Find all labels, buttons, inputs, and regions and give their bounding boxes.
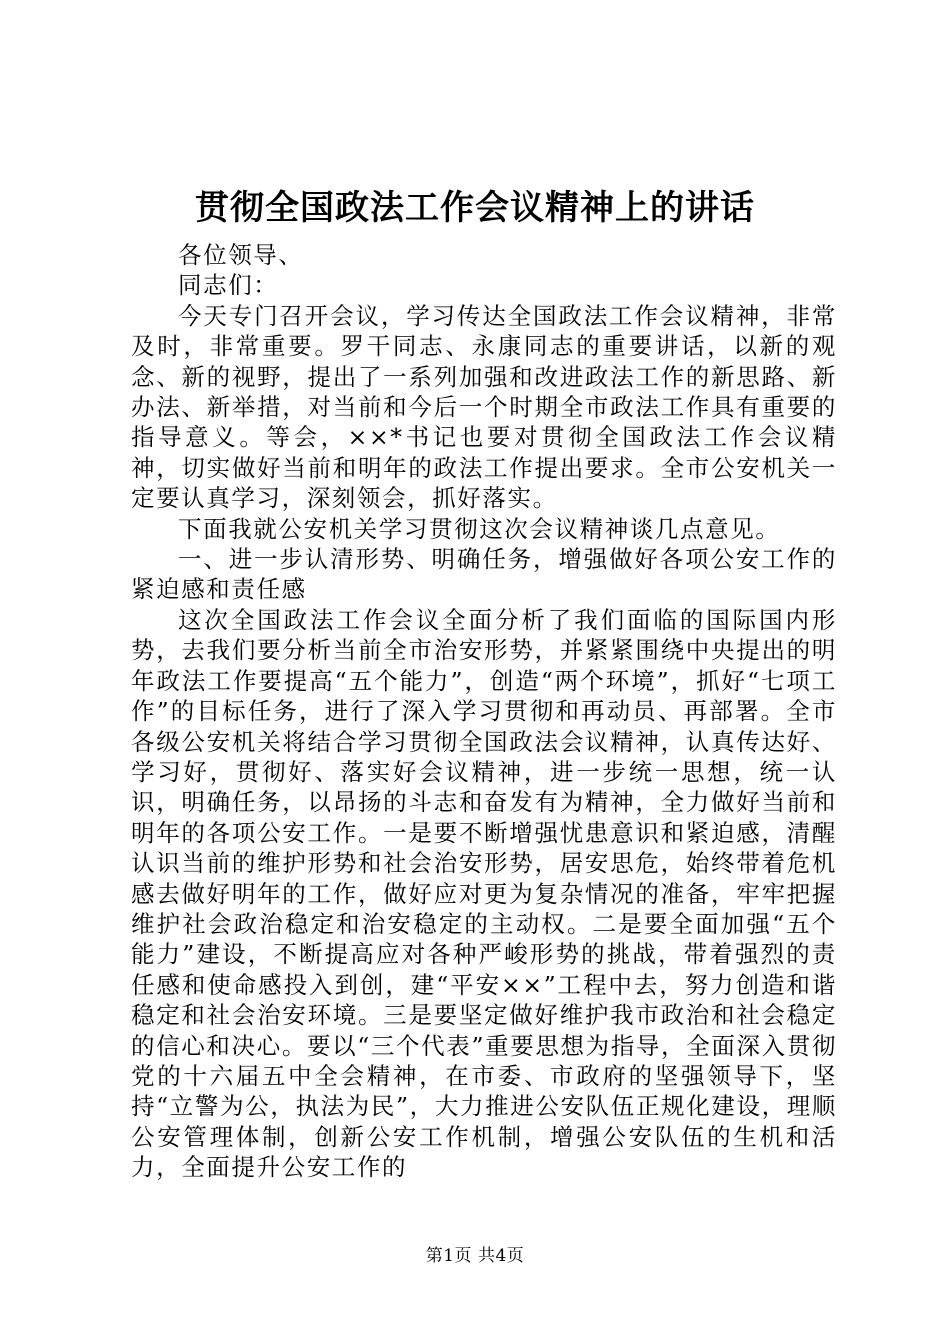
salutation-comrades: 同志们： — [178, 271, 279, 300]
document-body — [131, 240, 837, 1183]
page-number-footer: 第1页 共4页 — [425, 1246, 525, 1266]
document-title: 贯彻全国政法工作会议精神上的讲话 — [195, 188, 755, 228]
paragraph-opening: 今天专门召开会议，学习传达全国政法工作会议精神，非常及时，非常重要。罗干同志、永康同志的重要讲话，以新的观念、新的视野，提出了一系列加强和改进政法工作的新思路、新办法、新举措，对当前和今后一个时期全市政法工作具有重要的指导意义。等会，××*书记也要对贯彻全国政法工作会议精神，切实做好当前和明年的政法工作提出要求。全市公安机关一定要认真学习，深刻领会，抓好落实。 — [131, 301, 837, 513]
salutation-leaders: 各位领导、 — [178, 241, 304, 269]
section-heading-1: 一、进一步认清形势、明确任务，增强做好各项公安工作的紧迫感和责任感 — [131, 545, 837, 604]
paragraph-intro: 下面我就公安机关学习贯彻这次会议精神谈几点意见。 — [178, 514, 781, 543]
paragraph-section-1: 这次全国政法工作会议全面分析了我们面临的国际国内形势，去我们要分析当前全市治安形势，并紧紧围绕中央提出的明年政法工作要提高“五个能力”，创造“两个环境”，抓好“七项工作”的目标任务，进行了深入学习贯彻和再动员、再部署。全市各级公安机关将结合学习贯彻全国政法会议精神，认真传达好、学习好，贯彻好、落实好会议精神，进一步统一思想，统一认识，明确任务，以昂扬的斗志和奋发有为精神，全力做好当前和明年的各项公安工作。一是要不断增强忧患意识和紧迫感，清醒认识当前的维护形势和社会治安形势，居安思危，始终带着危机感去做好明年的工作，做好应对更为复杂情况的准备，牢牢把握维护社会政治稳定和治安稳定的主动权。二是要全面加强“五个能力”建设，不断提高应对各种严峻形势的挑战，带着强烈的责任感和使命感投入到创，建“平安××”工程中去，努力创造和谐稳定和社会治安环境。三是要坚定做好维护我市政治和社会稳定的信心和决心。要以“三个代表”重要思想为指导，全面深入贯彻党的十六届五中全会精神，在市委、市政府的坚强领导下，坚持“立警为公，执法为民”，大力推进公安队伍正规化建设，理顺公安管理体制，创新公安工作机制，增强公安队伍的生机和活力，全面提升公安工作的 — [131, 605, 837, 1182]
